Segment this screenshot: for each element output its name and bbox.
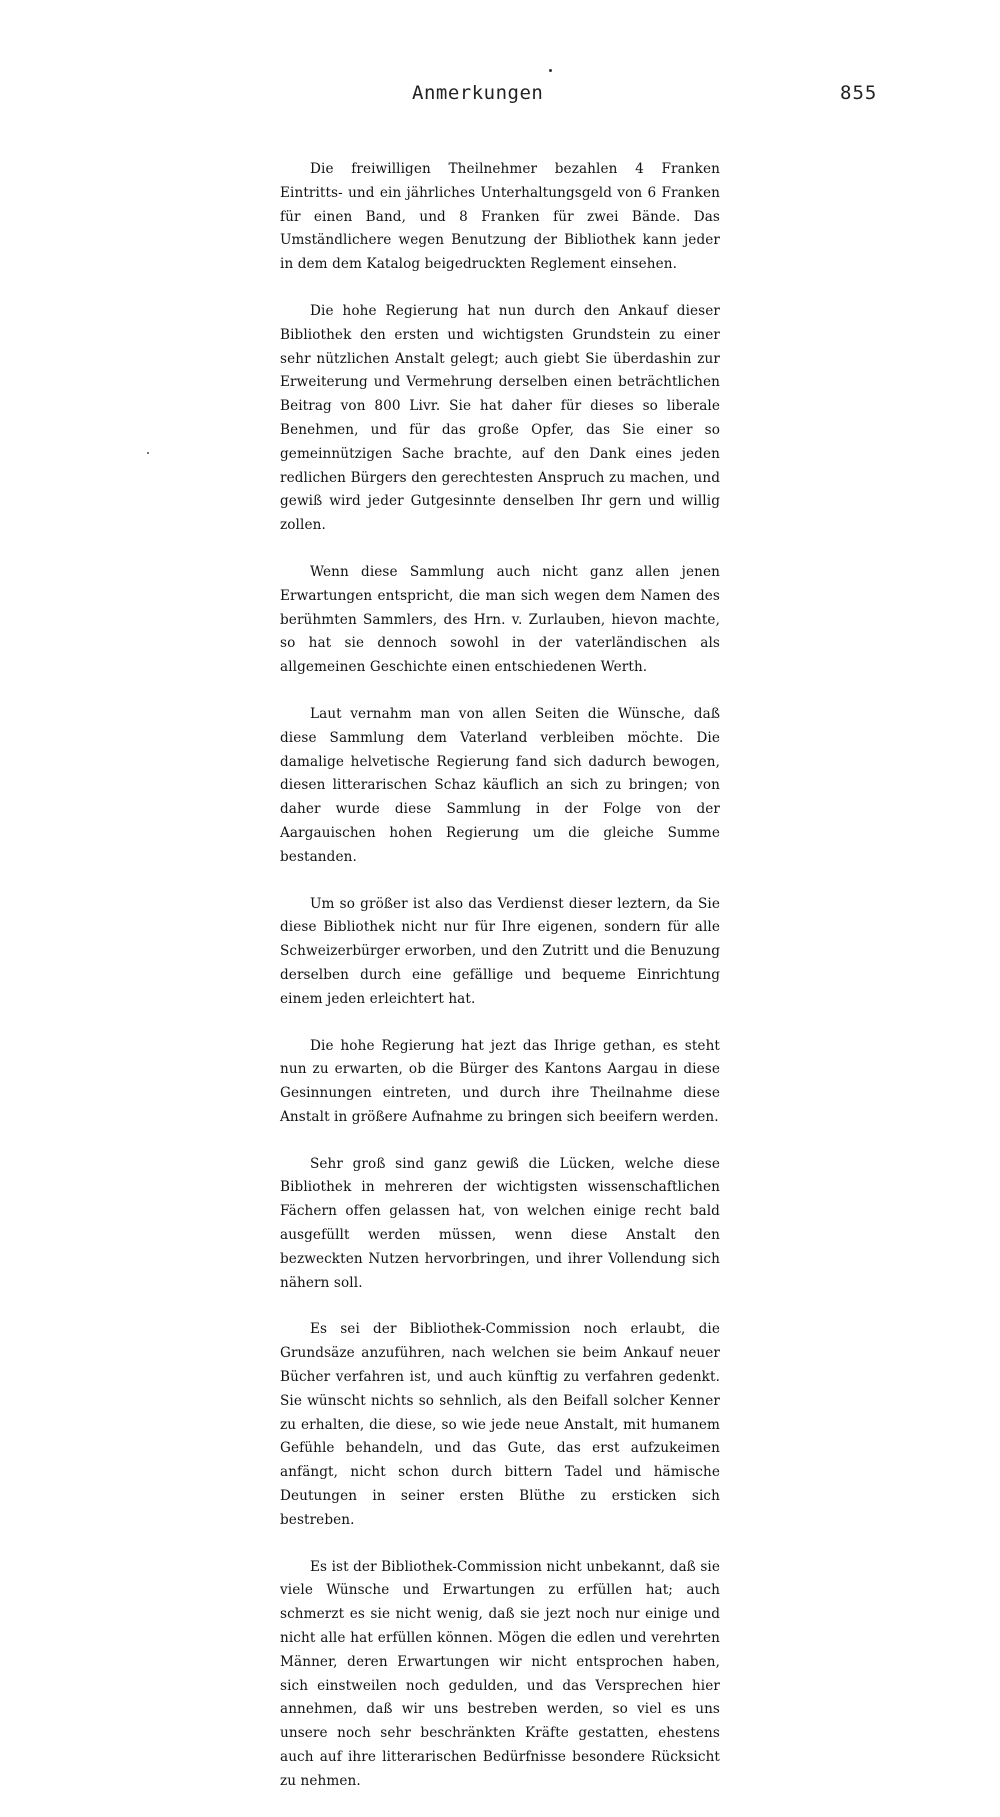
printer-dot: [549, 69, 552, 72]
paragraph-7: Sehr groß sind ganz gewiß die Lücken, welche diese Bibliothek in mehreren der wichtigsten wissenschaftlichen Fächern offen gelassen hat, von welchen einige recht bald ausgefüllt werden müssen, wenn diese Anstalt den bezweckten Nutzen hervorbringen, und ihrer Vollendung sich nähern soll.: [280, 1155, 720, 1291]
body-text: [280, 158, 720, 1817]
paragraph-3: Wenn diese Sammlung auch nicht ganz allen jenen Erwartungen entspricht, die man sich wegen dem Namen des berühmten Sammlers, des Hrn. v. Zurlauben, hievon machte, so hat sie dennoch sowohl in der vaterländischen als allgemeinen Geschichte einen entschiedenen Werth.: [280, 563, 720, 676]
page-header: [0, 82, 1000, 112]
stray-mark: [147, 452, 149, 454]
paragraph-4: Laut vernahm man von allen Seiten die Wünsche, daß diese Sammlung dem Vaterland verbleiben möchte. Die damalige helvetische Regierung fand sich dadurch bewogen, diesen litterarischen Schaz käuflich an sich zu bringen; von daher wurde diese Sammlung in der Folge von der Aargauischen hohen Regierung um die gleiche Summe bestanden.: [280, 705, 720, 865]
paragraph-8: Es sei der Bibliothek-Commission noch erlaubt, die Grundsäze anzuführen, nach welchen sie beim Ankauf neuer Bücher verfahren ist, und auch künftig zu verfahren gedenkt. Sie wünscht nichts so sehnlich, als den Beifall solcher Kenner zu erhalten, die diese, so wie jede neue Anstalt, mit humanem Gefühle behandeln, und das Gute, das erst aufzukeimen anfängt, nicht schon durch bittern Tadel und hämische Deutungen in seiner ersten Blüthe zu ersticken sich bestreben.: [280, 1321, 720, 1528]
page-number: 855: [840, 82, 878, 104]
paragraph-5: Um so größer ist also das Verdienst dieser leztern, da Sie diese Bibliothek nicht nur für Ihre eigenen, sondern für alle Schweizerbürger erworben, und den Zutritt und die Benuzung derselben durch eine gefällige und bequeme Einrichtung einem jeden erleichtert hat.: [280, 895, 720, 1007]
paragraph-2: Die hohe Regierung hat nun durch den Ankauf dieser Bibliothek den ersten und wichtigsten Grundstein zu einer sehr nützlichen Anstalt gelegt; auch giebt Sie überdashin zur Erweiterung und Vermehrung derselben einen beträchtlichen Beitrag von 800 Livr. Sie hat daher für dieses so liberale Benehmen, und für das große Opfer, das Sie einer so gemeinnützigen Sache brachte, auf den Dank eines jeden redlichen Bürgers den gerechtesten Anspruch zu machen, und gewiß wird jeder Gutgesinnte denselben Ihr gern und willig zollen.: [280, 302, 720, 534]
paragraph-6: Die hohe Regierung hat jezt das Ihrige gethan, es steht nun zu erwarten, ob die Bürger des Kantons Aargau in diese Gesinnungen eintreten, und durch ihre Theilnahme diese Anstalt in größere Aufnahme zu bringen sich beeifern werden.: [280, 1037, 720, 1125]
running-title: Anmerkungen: [412, 82, 544, 104]
paragraph-1: Die freiwilligen Theilnehmer bezahlen 4 Franken Eintritts- und ein jährliches Unterhaltungsgeld von 6 Franken für einen Band, und 8 Franken für zwei Bände. Das Umständlichere wegen Benutzung der Bibliothek kann jeder in dem dem Katalog beigedruckten Reglement einsehen.: [280, 161, 720, 273]
paragraph-9: Es ist der Bibliothek-Commission nicht unbekannt, daß sie viele Wünsche und Erwartungen zu erfüllen hat; auch schmerzt es sie nicht wenig, daß sie jezt noch nur einige und nicht alle hat erfüllen können. Mögen die edlen und verehrten Männer, deren Erwartungen wir nicht entsprochen haben, sich einstweilen noch gedulden, und das Versprechen hier annehmen, daß wir uns bestreben werden, so viel es uns unsere noch sehr beschränkten Kräfte gestatten, ehestens auch auf ihre litterarischen Bedürfnisse besondere Rücksicht zu nehmen.: [280, 1558, 720, 1789]
